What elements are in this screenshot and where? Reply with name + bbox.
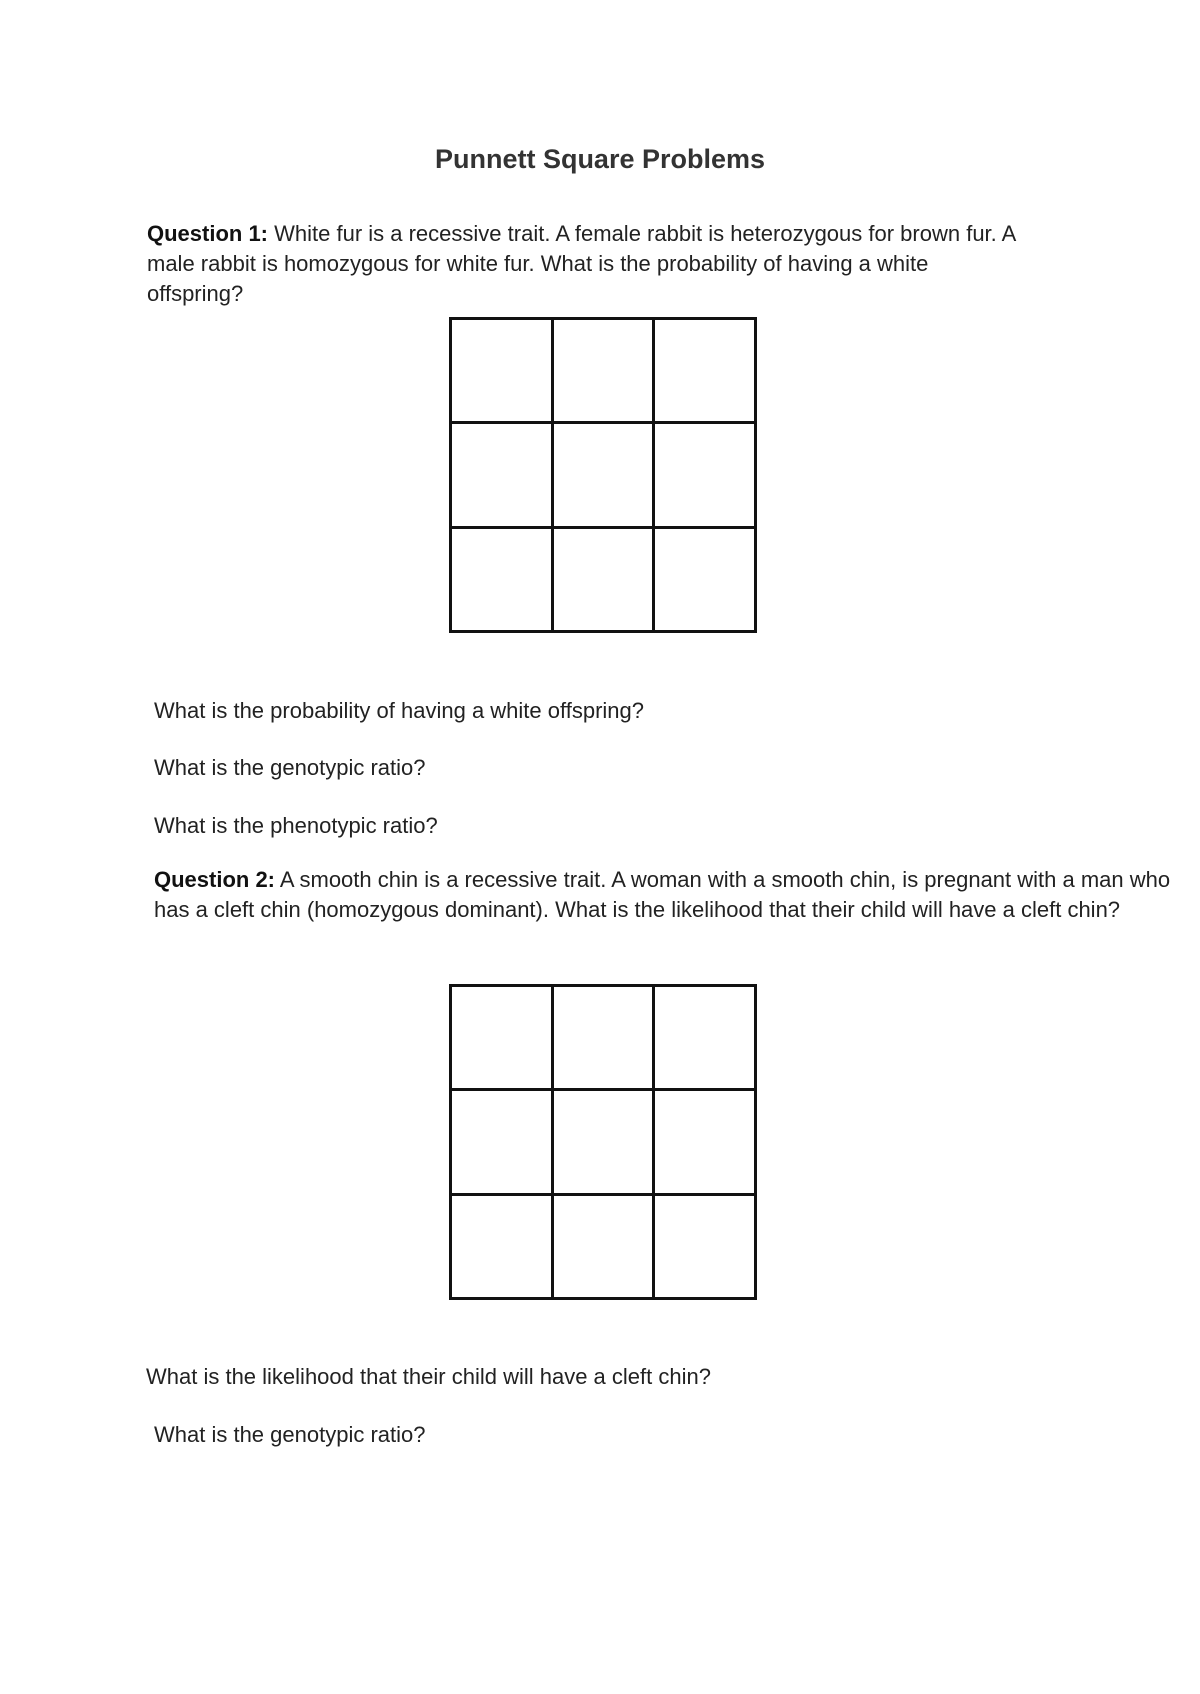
question-1 — [147, 219, 1017, 309]
punnett-cell — [452, 1196, 554, 1300]
punnett-cell — [452, 529, 554, 633]
question-2-label: Question 2: — [154, 867, 276, 892]
punnett-cell — [655, 320, 757, 424]
punnett-cell — [655, 987, 757, 1091]
punnett-cell — [554, 1091, 656, 1195]
punnett-cell — [452, 1091, 554, 1195]
question-1-label: Question 1: — [147, 221, 269, 246]
q1-follow-up-genotypic: What is the genotypic ratio? — [154, 755, 426, 780]
punnett-square-2 — [449, 984, 757, 1300]
punnett-cell — [655, 529, 757, 633]
punnett-cell — [452, 320, 554, 424]
q2-follow-up-genotypic: What is the genotypic ratio? — [154, 1422, 426, 1447]
punnett-cell — [554, 320, 656, 424]
page-title: Punnett Square Problems — [434, 144, 766, 174]
punnett-cell — [655, 1196, 757, 1300]
q1-follow-up-phenotypic: What is the phenotypic ratio? — [154, 813, 438, 838]
question-1-text: White fur is a recessive trait. A female rabbit is heterozygous for brown fur. A male rabbit is homozygous for white fur. What is the probability of having a white offspring? — [147, 221, 1016, 306]
q2-follow-up-likelihood: What is the likelihood that their child will have a cleft chin? — [146, 1364, 711, 1389]
question-2 — [154, 865, 1174, 925]
punnett-cell — [554, 529, 656, 633]
question-2-text: A smooth chin is a recessive trait. A woman with a smooth chin, is pregnant with a man who has a cleft chin (homozygous dominant). What is the likelihood that their child will have a cleft chin? — [154, 867, 1171, 922]
punnett-cell — [554, 1196, 656, 1300]
punnett-cell — [655, 424, 757, 528]
q1-follow-up-probability: What is the probability of having a white offspring? — [154, 698, 644, 723]
punnett-cell — [655, 1091, 757, 1195]
punnett-cell — [452, 987, 554, 1091]
punnett-cell — [554, 424, 656, 528]
punnett-cell — [554, 987, 656, 1091]
punnett-cell — [452, 424, 554, 528]
punnett-square-1 — [449, 317, 757, 633]
